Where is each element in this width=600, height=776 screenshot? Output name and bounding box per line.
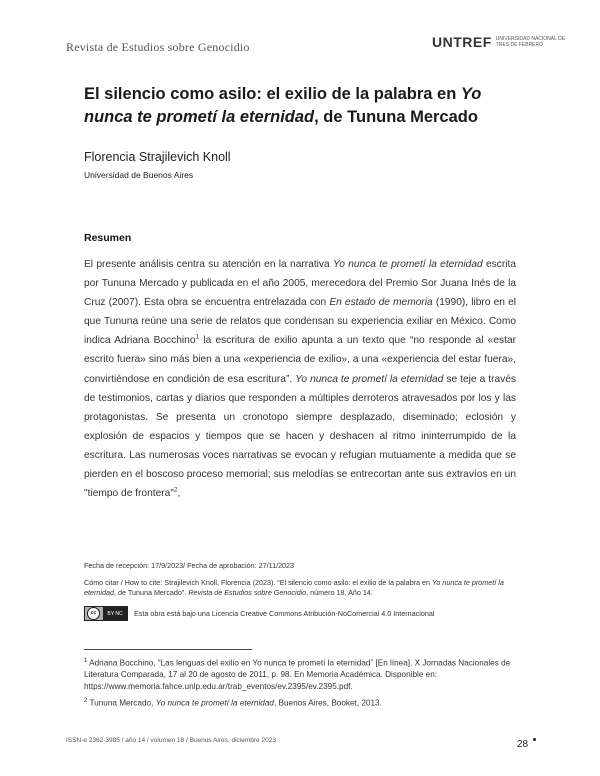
abstract-italic: En estado de memoria — [329, 297, 433, 309]
article-title — [84, 83, 524, 129]
logo-word: UNTREF — [432, 34, 492, 50]
footnote-number: 2 — [84, 698, 88, 704]
footnote-number: 1 — [84, 658, 88, 664]
abstract-body — [84, 255, 516, 503]
footnote-text: , Buenos Aires, Booket, 2013. — [273, 698, 382, 708]
creative-commons-badge[interactable] — [84, 606, 128, 621]
footnote-ref[interactable]: 1 — [195, 333, 200, 341]
abstract-text: , — [177, 488, 181, 500]
page-number: 28 — [517, 739, 529, 750]
university-logo — [432, 34, 566, 50]
footnote-2 — [84, 696, 516, 709]
title-italic: Yo nunca te prometí la eternidad — [84, 85, 482, 126]
cc-icon: cc — [87, 607, 100, 620]
abstract-italic: Yo nunca te prometí la eternidad — [295, 373, 444, 385]
citation-journal: Revista de Estudios sobre Genocidio — [188, 588, 307, 597]
abstract-text: El presente análisis centra su atención en la narrativa — [84, 259, 333, 270]
author-name: Florencia Strajilevich Knoll — [84, 150, 231, 164]
title-part2: , de Tununa Mercado — [314, 108, 478, 126]
license-text: Esta obra está bajo una Licencia Creative Commons Atribución-NoComercial 4.0 Internacional — [134, 609, 435, 618]
abstract-text: (1990), libro en el que Tununa reúne una serie de relatos que condensan su experiencia exiliar en México. Como indica Adriana Bocchino — [84, 297, 516, 347]
page-dot — [533, 738, 536, 741]
abstract-text: escrita por Tununa Mercado y publicada en el año 2005, merecedora del Premio Sor Juana Inés de la Cruz (2007). Esta obra se encuentra entrelazada con — [84, 259, 516, 309]
abstract-heading: Resumen — [84, 232, 132, 244]
abstract-italic: Yo nunca te prometí la eternidad — [333, 259, 483, 270]
citation — [84, 578, 516, 598]
footnote-1 — [84, 656, 516, 692]
issn-footer: ISSN-e 2362-3985 / año 14 / volumen 18 / Buenos Aires, diciembre 2023 — [66, 737, 276, 744]
abstract-text: la escritura de exilio apunta a un texto que “no responde al «estar escrito fuera» sino más bien a una «experiencia de exilio», a una «experiencia del estar fuera», convirtiéndose en condición de esa escritura”. — [84, 335, 516, 385]
citation-text: , de Tununa Mercado”. — [113, 588, 189, 597]
author-affiliation: Universidad de Buenos Aires — [84, 170, 194, 180]
by-nc-icon: BY NC — [103, 607, 127, 620]
footnote-ref[interactable]: 2 — [173, 486, 178, 494]
abstract-text: se teje a través de testimonios, cartas y diarios que responden a múltiples derroteros atravesados por los y las protagonistas. Se presenta un cronotopo siempre desplazado, diseminado; eclosión y explosión de espacios y tiempos que se hacen y deshacen al ritmo ininterrumpido de la escritura. Las numerosas voces narrativas se evocan y refugian mutuamente a medida que se pierden en el boscoso proceso memorial; sus melodías se entrecortan ante sus extravíos en un "tiempo de frontera" — [84, 373, 516, 500]
citation-italic: Yo nunca te prometí la eternidad — [84, 578, 504, 597]
logo-subtitle: UNIVERSIDAD NACIONAL DE TRES DE FEBRERO — [495, 36, 566, 48]
footnote-divider — [84, 649, 252, 650]
submission-dates: Fecha de recepción: 17/9/2023/ Fecha de aprobación: 27/11/2023 — [84, 561, 295, 570]
citation-text: Cómo citar / How to cite: Strajilevich Knoll, Florencia (2023). “El silencio como asilo: el exilio de la palabra en — [84, 578, 432, 587]
journal-name: Revista de Estudios sobre Genocidio — [66, 40, 250, 54]
title-part1: El silencio como asilo: el exilio de la palabra en — [84, 85, 461, 103]
footnote-text: Adriana Bocchino, “Las lenguas del exilio en Yo nunca te prometí la eternidad” [En línea]. X Jornadas Nacionales de Literatura Comparada, 17 al 20 de agosto de 2011, p. 98. En Memoria Académica. Disponible en: https://www.memoria.fahce.unlp.edu.ar/trab_eventos/ev.2395/ev.2395.pdf. — [84, 658, 511, 691]
footnote-italic: Yo nunca te prometí la eternidad — [155, 698, 274, 708]
citation-text: , número 18, Año 14. — [306, 588, 373, 597]
footnote-text: Tununa Mercado, — [87, 698, 156, 708]
